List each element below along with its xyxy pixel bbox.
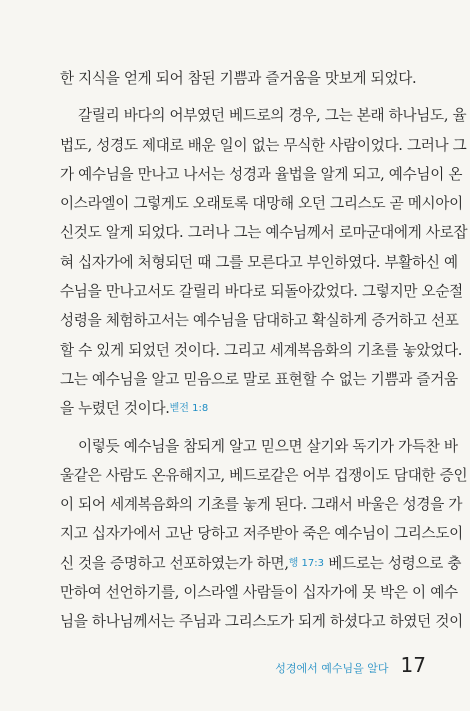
text-line (60, 277, 463, 306)
paragraph (60, 64, 428, 93)
text-line (60, 432, 458, 461)
page-number: 17 (400, 653, 426, 677)
text-line (60, 131, 467, 160)
text-line (60, 490, 463, 519)
line-text: 한 지식을 얻게 되어 참된 기쁨과 즐거움을 맛보게 되었다. (60, 70, 417, 87)
scripture-reference: 행 17:3 (288, 557, 324, 569)
line-text: 만하여 선언하기를, 이스라엘 사람들이 십자가에 못 박은 이 예수 (60, 584, 458, 602)
line-text: 그는 예수님을 알고 믿음으로 말로 표현할 수 없는 기쁨과 즐거움 (60, 370, 458, 388)
line-text: 이스라엘이 그렇게도 오래토록 대망해 오던 그리스도 곧 메시아이 (60, 195, 463, 213)
text-line (60, 248, 458, 277)
line-text: 혀 십자가에 처형되던 때 그를 모른다고 부인하였다. 부활하신 예 (60, 253, 458, 271)
line-text-continued: 베드로는 성령으로 충 (323, 554, 462, 572)
text-line (60, 578, 458, 607)
body-text (60, 64, 468, 637)
line-text: 이 되어 세계복음화의 기초를 놓게 된다. 그래서 바울은 성경을 가 (60, 496, 463, 514)
text-line (60, 306, 459, 335)
line-text: 울같은 사람도 온유해지고, 베드로같은 어부 겁쟁이도 담대한 증인 (60, 466, 468, 484)
text-line (60, 336, 463, 365)
text-line (60, 549, 462, 578)
line-text: 지고 십자가에서 고난 당하고 저주받아 죽은 예수님이 그리스도이 (60, 525, 463, 543)
paragraph-gap (60, 424, 428, 432)
line-text: 이렇듯 예수님을 참되게 알고 믿으면 살기와 독기가 가득찬 바 (78, 437, 458, 455)
line-text: 신 것을 증명하고 선포하였는가 하면, (60, 554, 289, 572)
line-text: 법도, 성경도 제대로 배운 일이 없는 무식한 사람이었다. 그러나 그 (60, 136, 467, 154)
text-line (60, 519, 463, 548)
text-line (60, 365, 458, 394)
running-footer-title: 성경에서 예수님을 알다 (275, 662, 389, 675)
text-line (60, 101, 467, 130)
line-text: 을 누렸던 것이다. (60, 400, 170, 418)
line-text: 할 수 있게 되었던 것이다. 그리고 세계복음화의 기초를 놓았었다. (60, 341, 463, 359)
page-footer (275, 653, 426, 677)
line-text: 수님을 만나고서도 갈릴리 바다로 되돌아갔었다. 그렇지만 오순절 (60, 283, 463, 301)
text-line (60, 64, 428, 93)
line-text: 가 예수님을 만나고 나서는 성경과 율법을 알게 되고, 예수님이 온 (60, 165, 463, 183)
text-line (60, 189, 463, 218)
text-line (60, 607, 463, 636)
paragraph-gap (60, 93, 428, 101)
line-text: 신것도 알게 되었다. 그러나 그는 예수님께서 로마군대에게 사로잡 (60, 224, 468, 242)
scripture-reference: 벧전 1:8 (169, 403, 209, 415)
paragraph (60, 432, 468, 637)
text-line (60, 160, 463, 189)
line-text: 성령을 체험하고서는 예수님을 담대하고 확실하게 증거하고 선포 (60, 312, 459, 330)
text-line (60, 394, 428, 423)
line-text: 님을 하나님께서는 주님과 그리스도가 되게 하셨다고 하였던 것이 (60, 613, 463, 631)
text-line (60, 461, 468, 490)
paragraph (60, 101, 468, 423)
line-text: 갈릴리 바다의 어부였던 베드로의 경우, 그는 본래 하나님도, 율 (78, 107, 467, 125)
text-line (60, 218, 468, 247)
